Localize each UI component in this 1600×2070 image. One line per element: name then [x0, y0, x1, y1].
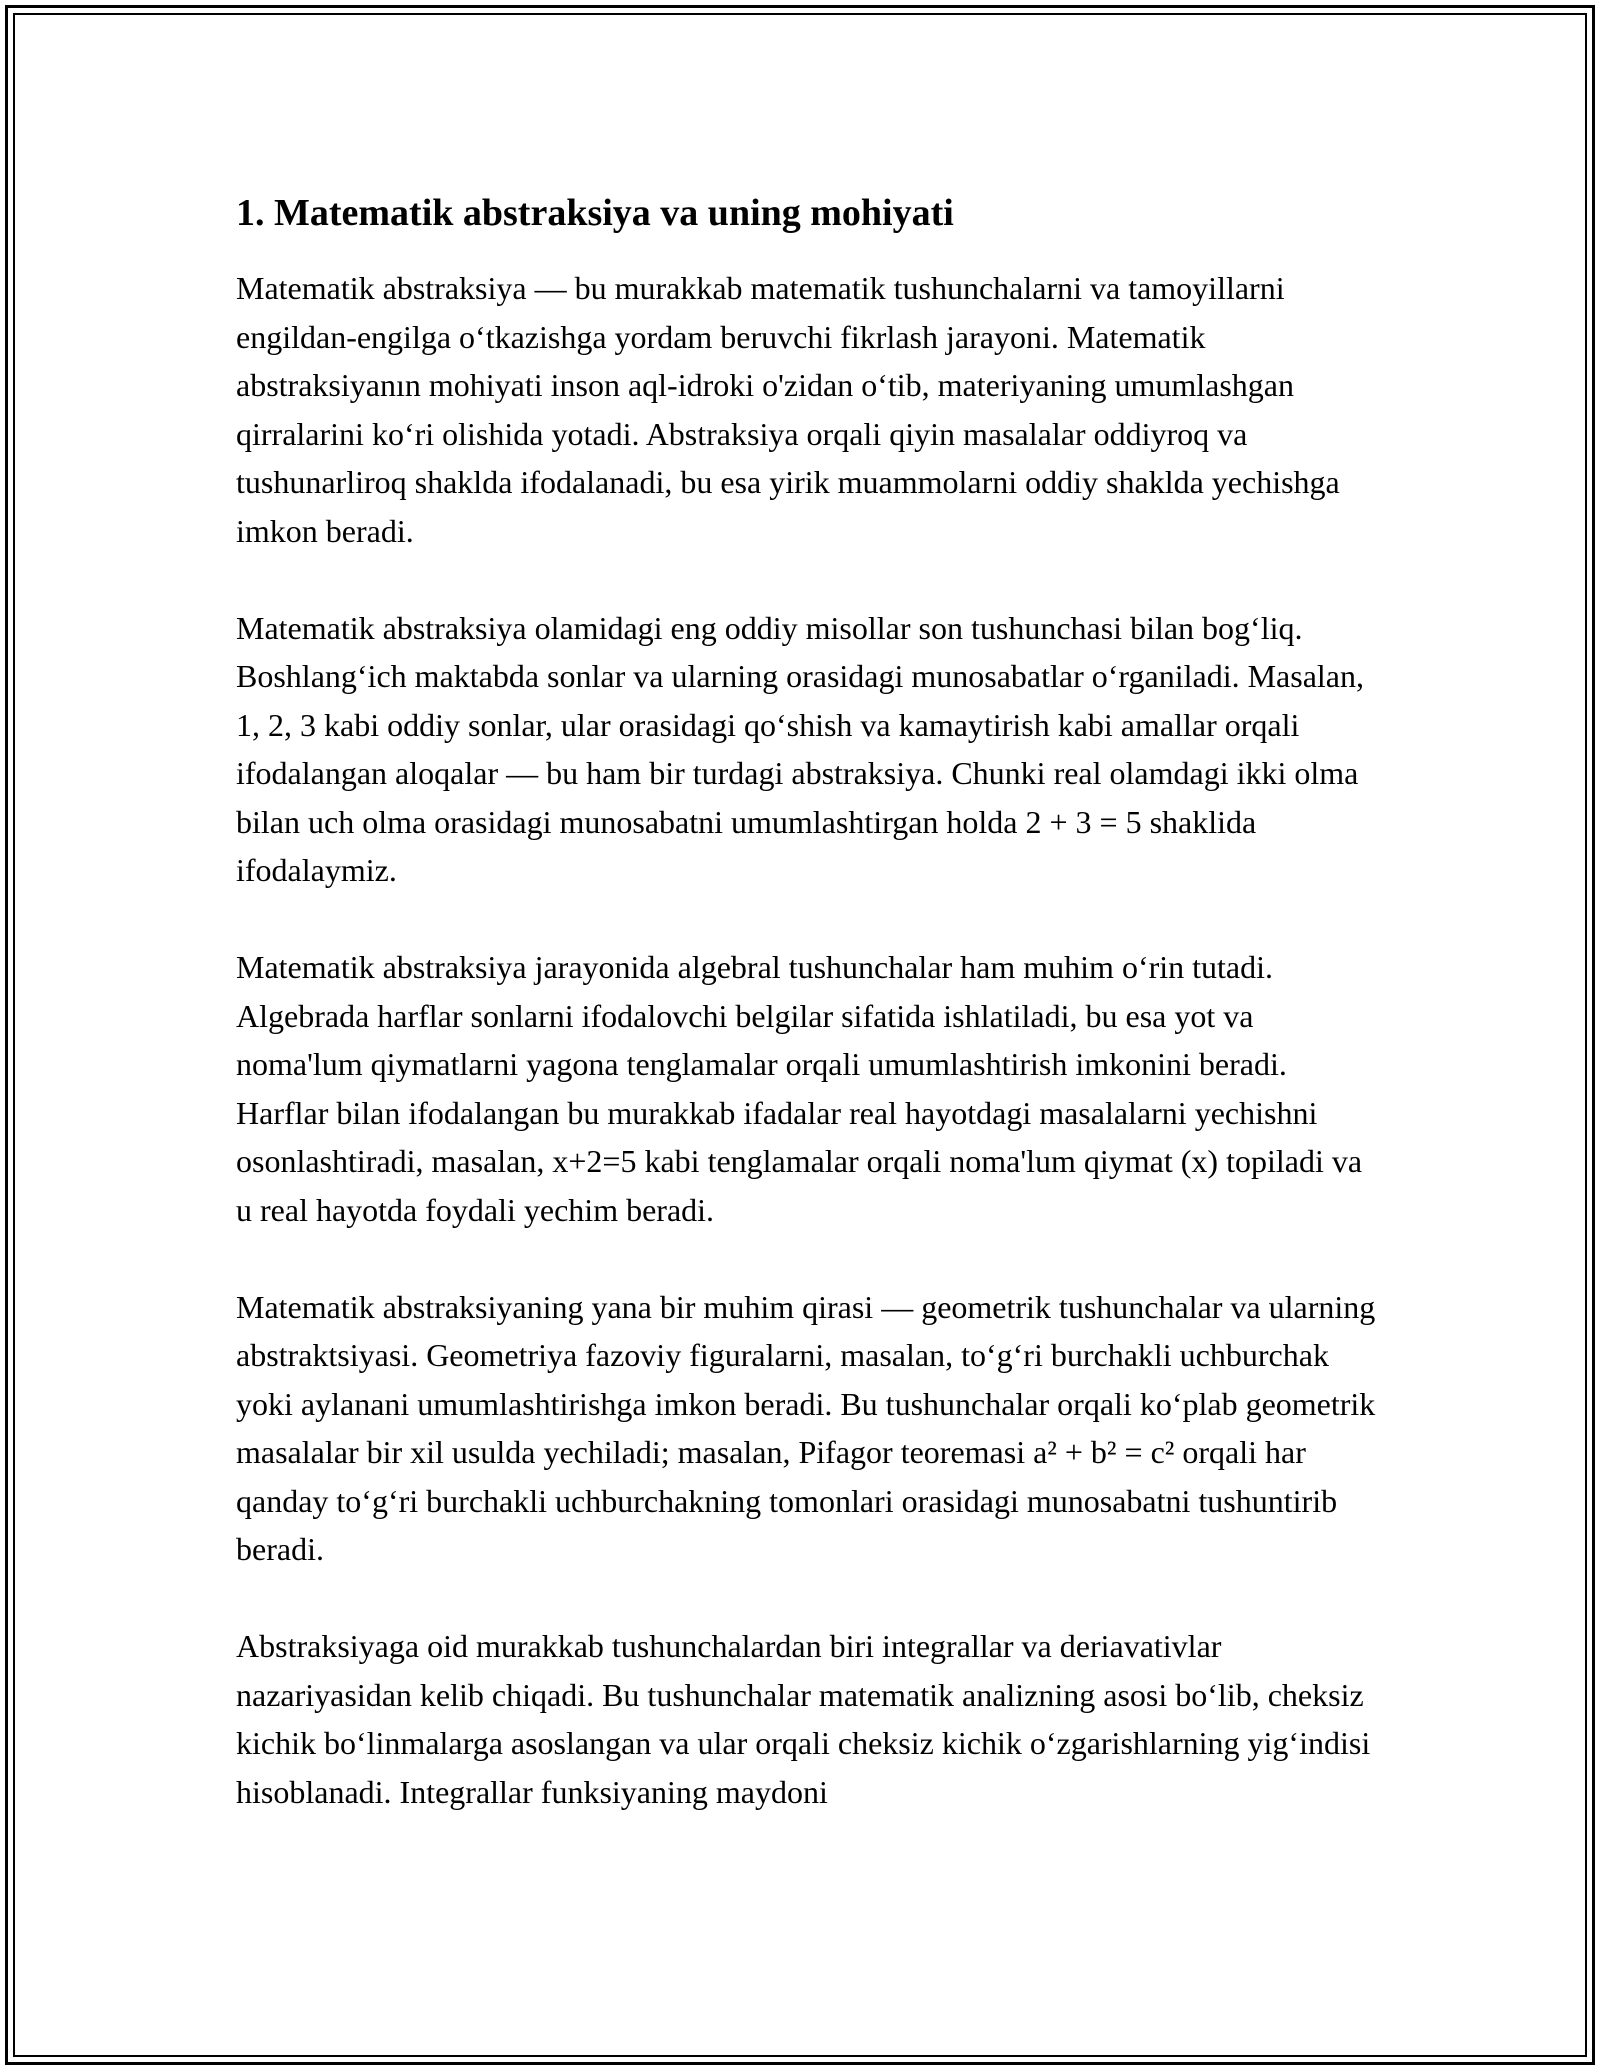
paragraph-3: Matematik abstraksiya jarayonida algebral tushunchalar ham muhim oʻrin tutadi. Algebrada harflar sonlarni ifodalovchi belgilar sifatida ishlatiladi, bu esa yot va noma'lum qiymatlarni yagona tenglamalar orqali umumlashtirish imkonini beradi. Harflar bilan ifodalangan bu murakkab ifadalar real hayotdagi masalalarni yechishni osonlashtiradi, masalan, x+2=5 kabi tenglamalar orqali noma'lum qiymat (x) topiladi va u real hayotda foydali yechim beradi.	[236, 949, 1363, 1228]
paragraph-4: Matematik abstraksiyaning yana bir muhim qirasi — geometrik tushunchalar va ularning abstraktsiyasi. Geometriya fazoviy figuralarni, masalan, toʻgʻri burchakli uchburchak yoki aylanani umumlashtirishga imkon beradi. Bu tushunchalar orqali koʻplab geometrik masalalar bir xil usulda yechiladi; masalan, Pifagor teoremasi a² + b² = c² orqali har qanday toʻgʻri burchakli uchburchakning tomonlari orasidagi munosabatni tushuntirib beradi.	[236, 1288, 1376, 1567]
paragraph-5: Abstraksiyaga oid murakkab tushunchalardan biri integrallar va deriavativlar nazariyasidan kelib chiqadi. Bu tushunchalar matematik analizning asosi boʻlib, cheksiz kichik boʻlinmalarga asoslangan va ular orqali cheksiz kichik oʻzgarishlarning yigʻindisi hisoblanadi. Integrallar funksiyaning maydoni	[236, 1628, 1371, 1810]
section-title: 1. Matematik abstraksiya va uning mohiyati	[236, 192, 954, 234]
document-body	[236, 188, 1376, 1865]
paragraph-2: Matematik abstraksiya olamidagi eng oddiy misollar son tushunchasi bilan bogʻliq. Boshlangʻich maktabda sonlar va ularning orasidagi munosabatlar oʻrganiladi. Masalan, 1, 2, 3 kabi oddiy sonlar, ular orasidagi qoʻshish va kamaytirish kabi amallar orqali ifodalangan aloqalar — bu ham bir turdagi abstraksiya. Chunki real olamdagi ikki olma bilan uch olma orasidagi munosabatni umumlashtirgan holda 2 + 3 = 5 shaklida ifodalaymiz.	[236, 609, 1364, 888]
paragraph-1: Matematik abstraksiya — bu murakkab matematik tushunchalarni va tamoyillarni engildan-engilga oʻtkazishga yordam beruvchi fikrlash jarayoni. Matematik abstraksiyanın mohiyati inson aql-idroki o'zidan oʻtib, materiyaning umumlashgan qirralarini koʻri olishida yotadi. Abstraksiya orqali qiyin masalalar oddiyroq va tushunarliroq shaklda ifodalanadi, bu esa yirik muammolarni oddiy shaklda yechishga imkon beradi.	[236, 270, 1340, 549]
